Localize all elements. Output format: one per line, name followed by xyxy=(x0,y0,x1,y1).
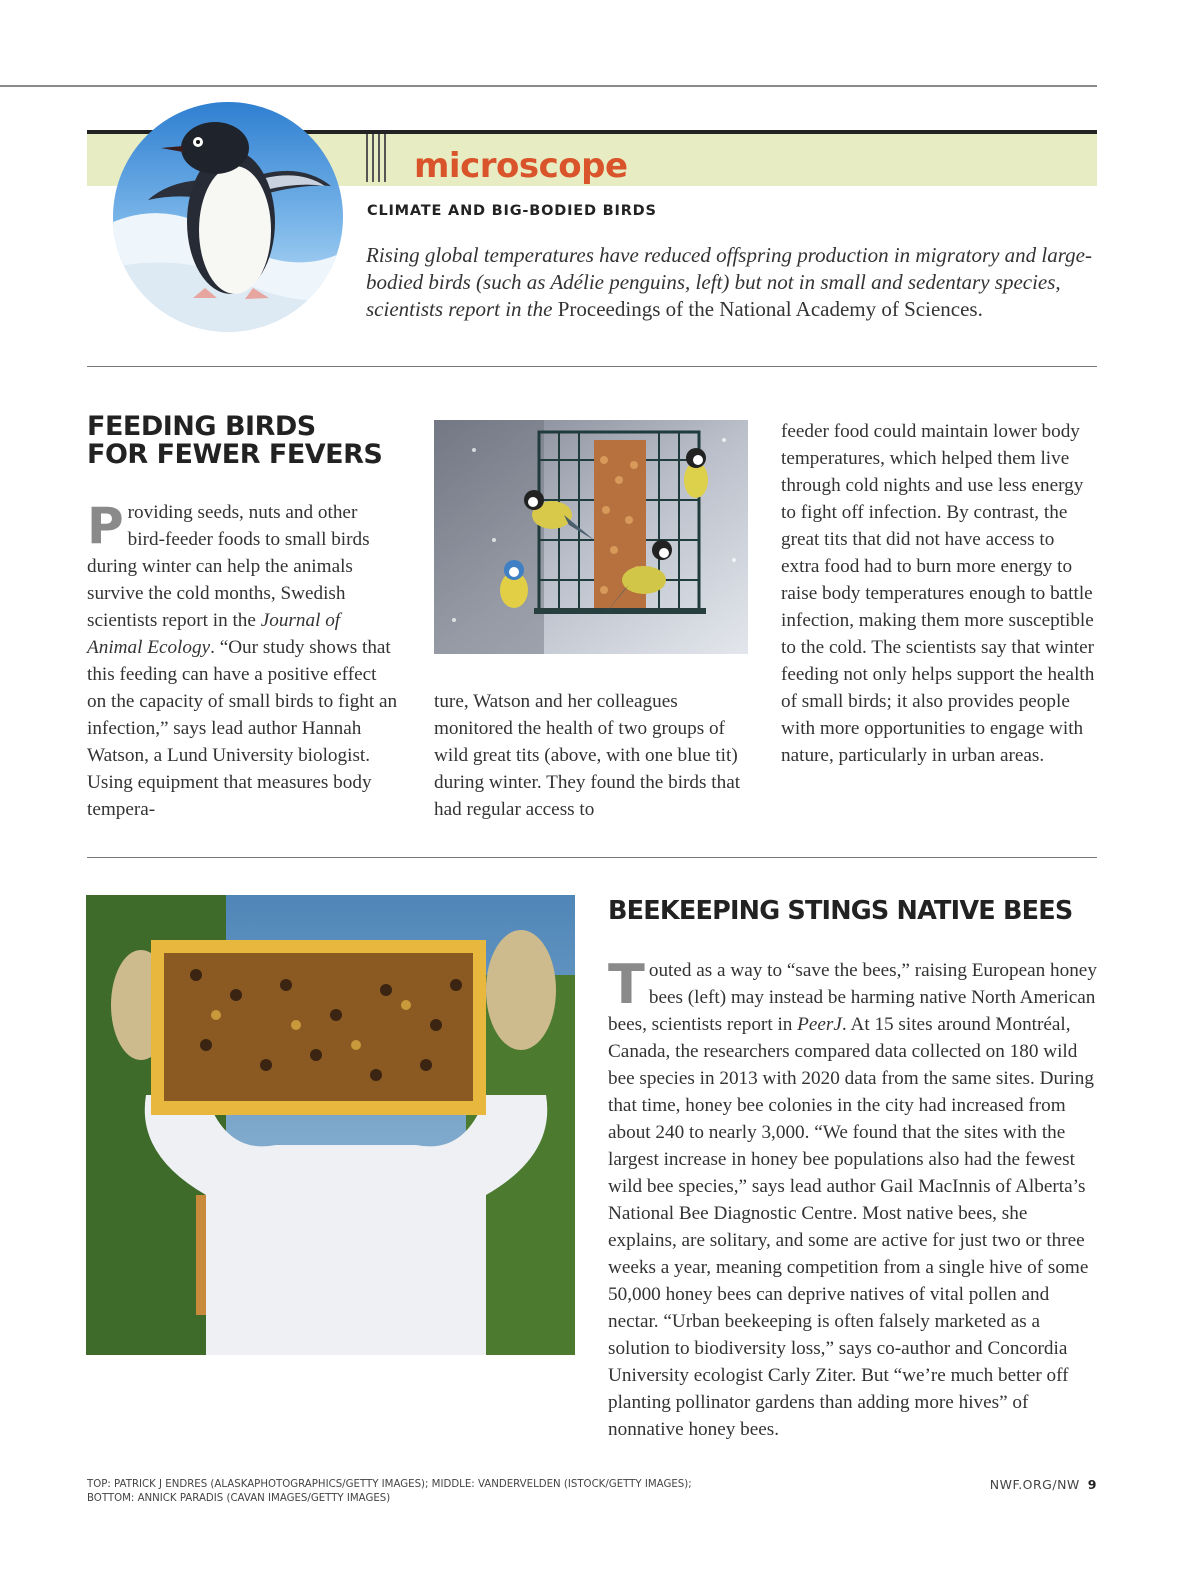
divider-rule xyxy=(87,857,1097,858)
drop-cap: T xyxy=(608,953,645,1016)
feeding-headline xyxy=(87,413,417,469)
microscope-journal: Proceedings of the National Academy of Sciences. xyxy=(552,297,983,321)
photo-credits xyxy=(87,1478,787,1506)
drop-cap: P xyxy=(87,497,124,555)
site-link[interactable]: NWF.ORG/NW xyxy=(989,1477,1080,1492)
journal-name: Journal of Animal Ecology xyxy=(87,610,341,658)
journal-name: PeerJ xyxy=(797,1014,842,1035)
penguin-photo xyxy=(113,102,343,332)
microscope-kicker: CLIMATE AND BIG-BODIED BIRDS xyxy=(367,203,657,219)
microscope-body xyxy=(366,242,1101,323)
feeding-column-1 xyxy=(87,499,399,823)
great-tits-feeder-photo xyxy=(434,420,748,654)
bees-p-b: . At 15 sites around Montréal, Canada, the researchers compared data collected on 180 wild bee species in 2013 with 2020 data from the same sites. During that time, honey bee colonies in the city had increased from about 240 to nearly 3,000. “We found that the sites with the largest increase in honey bee populations also had the fewest wild bee species,” says lead author Gail MacInnis of Alberta’s National Bee Diagnostic Centre. Most native bees, she explains, are solitary, and some are active for just two or three weeks a year, meaning competition from a single hive of some 50,000 honey bees can deprive natives of vital pollen and nectar. “Urban beekeeping is often falsely marketed as a solution to biodiversity loss,” says co-author and Concordia University ecologist Carly Ziter. But “we’re much better off planting pollinator gardens than adding more hives” of nonnative honey bees. xyxy=(608,1014,1094,1440)
feeding-p1b: . “Our study shows that this feeding can have a positive effect on the capacity of small birds to fight an infection,” says lead author Hannah Watson, a Lund University biologist. Using equipment that measures body tempera- xyxy=(87,637,398,820)
feeding-headline-line2: FOR FEWER FEVERS xyxy=(87,439,383,470)
beekeeper-frame-photo xyxy=(86,895,575,1355)
credits-line2: BOTTOM: ANNICK PARADIS (CAVAN IMAGES/GETTY IMAGES) xyxy=(87,1493,391,1504)
page-number: 9 xyxy=(1087,1477,1097,1492)
feeding-p2: ture, Watson and her colleagues monitored the health of two groups of wild great tits (above, with one blue tit) during winter. They found the birds that had regular access to xyxy=(434,691,741,820)
divider-rule xyxy=(87,366,1097,367)
feeding-p1a: roviding seeds, nuts and other bird-feeder foods to small birds during winter can help the animals survive the cold months, Swedish scientists report in the xyxy=(87,502,370,631)
bees-p-a: outed as a way to “save the bees,” raising European honey bees (left) may instead be harming native North American bees, scientists report in xyxy=(608,960,1097,1035)
microscope-bars xyxy=(366,134,388,182)
bees-column xyxy=(608,953,1100,1443)
microscope-body-italic: Rising global temperatures have reduced offspring production in migratory and large-bodied birds (such as Adélie penguins, left) but not in small and sedentary species, scientists report in the xyxy=(366,243,1092,321)
feeding-p3: feeder food could maintain lower body temperatures, which helped them live through cold nights and use less energy to fight off infection. By contrast, the great tits that did not have access to extra food had to burn more energy to raise body temperatures enough to battle infection, making them more susceptible to the cold. The scientists say that winter feeding not only helps support the health of small birds; it also provides people with more opportunities to engage with nature, particularly in urban areas. xyxy=(781,421,1095,766)
feeding-column-2 xyxy=(434,688,748,823)
section-title: microscope xyxy=(414,146,628,186)
bees-headline: BEEKEEPING STINGS NATIVE BEES xyxy=(608,896,1073,926)
folio xyxy=(900,1477,1097,1492)
feeding-headline-line1: FEEDING BIRDS xyxy=(87,411,316,442)
top-rule xyxy=(0,85,1097,87)
feeding-column-3 xyxy=(781,418,1097,769)
credits-line1: TOP: PATRICK J ENDRES (ALASKAPHOTOGRAPHICS/GETTY IMAGES); MIDDLE: VANDERVELDEN (ISTOCK/GETTY IMAGES); xyxy=(87,1479,692,1490)
